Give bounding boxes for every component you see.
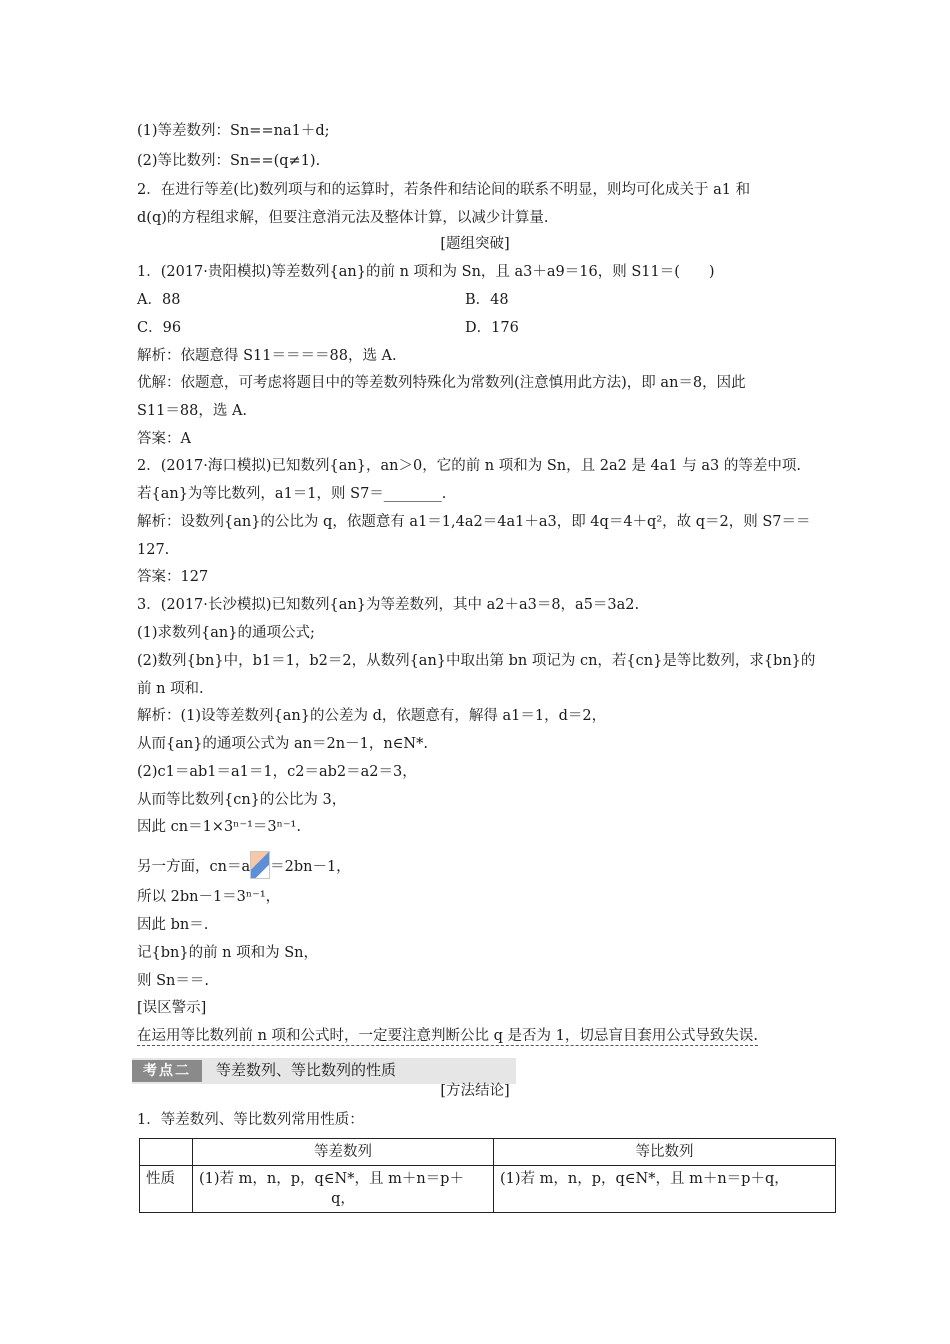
question-3: 3．(2017·长沙模拟)已知数列{an}为等差数列，其中 a2＋a3＝8，a5＝3a2. (137, 597, 640, 613)
options-row (137, 290, 837, 310)
table-row (140, 1166, 836, 1213)
text-line: 解析：(1)设等差数列{an}的公差为 d，依题意有，解得 a1＝1，d＝2， (137, 708, 607, 724)
cell-text: (1)若 m，n，p，q∈N*，且 m＋n＝p＋ (199, 1171, 464, 1187)
text-line: (1)求数列{an}的通项公式; (137, 625, 315, 641)
section-badge: 考点二 (132, 1060, 202, 1082)
table-header-arith: 等差数列 (193, 1139, 494, 1166)
text-line: 1．等差数列、等比数列常用性质： (137, 1112, 364, 1128)
section-heading: [误区警示] (137, 1000, 207, 1016)
text-fragment: 另一方面，cn＝a (137, 859, 251, 875)
properties-table (139, 1138, 836, 1213)
cell-text: (1)若 m，n，p，q∈N*，且 m＋n＝p＋q， (500, 1171, 789, 1187)
geo-cell (494, 1166, 836, 1213)
text-line: 因此 bn＝. (137, 917, 209, 933)
question-1: 1．(2017·贵阳模拟)等差数列{an}的前 n 项和为 Sn，且 a3＋a9＝16，则 S11＝( ) (137, 264, 715, 280)
text-line: S11＝88，选 A. (137, 403, 248, 419)
row-label: 性质 (140, 1166, 193, 1213)
question-2: 2．(2017·海口模拟)已知数列{an}，an＞0，它的前 n 项和为 Sn，且 2a2 是 4a1 与 a3 的等差中项. (137, 458, 801, 474)
text-line: 127. (137, 542, 170, 558)
option-d: D．176 (465, 320, 519, 336)
answer-line: 答案：127 (137, 569, 209, 585)
text-line: 记{bn}的前 n 项和为 Sn， (137, 945, 319, 961)
text-line: 2．在进行等差(比)数列项与和的运算时，若条件和结论间的联系不明显，则均可化成关于 a1 和 (137, 182, 751, 198)
option-a: A．88 (137, 292, 181, 308)
table-header-geo: 等比数列 (494, 1139, 836, 1166)
option-c: C．96 (137, 320, 182, 336)
text-line: 解析：设数列{an}的公比为 q，依题意有 a1＝1,4a2＝4a1＋a3，即 4q＝4＋q²，故 q＝2，则 S7＝＝ (137, 514, 811, 530)
text-fragment: ＝2bn－1， (270, 859, 351, 875)
warning-line (137, 1026, 837, 1046)
text-line: (2)等比数列：Sn==(q≠1). (137, 153, 321, 169)
options-row (137, 318, 837, 338)
broken-image-icon (250, 851, 270, 879)
text-line: (1)等差数列：Sn==na1＋d; (137, 123, 330, 139)
text-line: (2)数列{bn}中，b1＝1，b2＝2，从数列{an}中取出第 bn 项记为 cn，若{cn}是等比数列，求{bn}的 (137, 653, 816, 669)
answer-line: 答案：A (137, 431, 191, 447)
text-line: 优解：依题意，可考虑将题目中的等差数列特殊化为常数列(注意慎用此方法)，即 an＝8，因此 (137, 375, 746, 391)
text-line: 前 n 项和. (137, 681, 204, 697)
text-line (137, 851, 837, 879)
text-line: 则 Sn＝＝. (137, 973, 209, 989)
text-line: 因此 cn＝1×3ⁿ⁻¹＝3ⁿ⁻¹. (137, 819, 301, 835)
text-line: 从而等比数列{cn}的公比为 3， (137, 792, 347, 808)
table-header-empty (140, 1139, 193, 1166)
section-heading: [题组突破] (440, 236, 510, 252)
text-line: (2)c1＝ab1＝a1＝1，c2＝ab2＝a2＝3， (137, 764, 417, 780)
cell-text: q， (331, 1191, 355, 1207)
text-line: 解析：依题意得 S11＝＝＝＝88，选 A. (137, 348, 397, 364)
text-line: 若{an}为等比数列，a1＝1，则 S7＝________. (137, 486, 447, 502)
section-title: 等差数列、等比数列的性质 (216, 1061, 397, 1079)
text-line: 从而{an}的通项公式为 an＝2n－1，n∈N*. (137, 736, 428, 752)
warning-text: 在运用等比数列前 n 项和公式时，一定要注意判断公比 q 是否为 1，切忌盲目套用公式导致失误. (137, 1028, 758, 1044)
section-heading: [方法结论] (440, 1083, 510, 1099)
option-b: B．48 (465, 292, 509, 308)
arith-cell (193, 1166, 494, 1213)
table-header-row (140, 1139, 836, 1166)
text-line: d(q)的方程组求解，但要注意消元法及整体计算，以减少计算量. (137, 210, 549, 226)
text-line: 所以 2bn－1＝3ⁿ⁻¹， (137, 889, 281, 905)
